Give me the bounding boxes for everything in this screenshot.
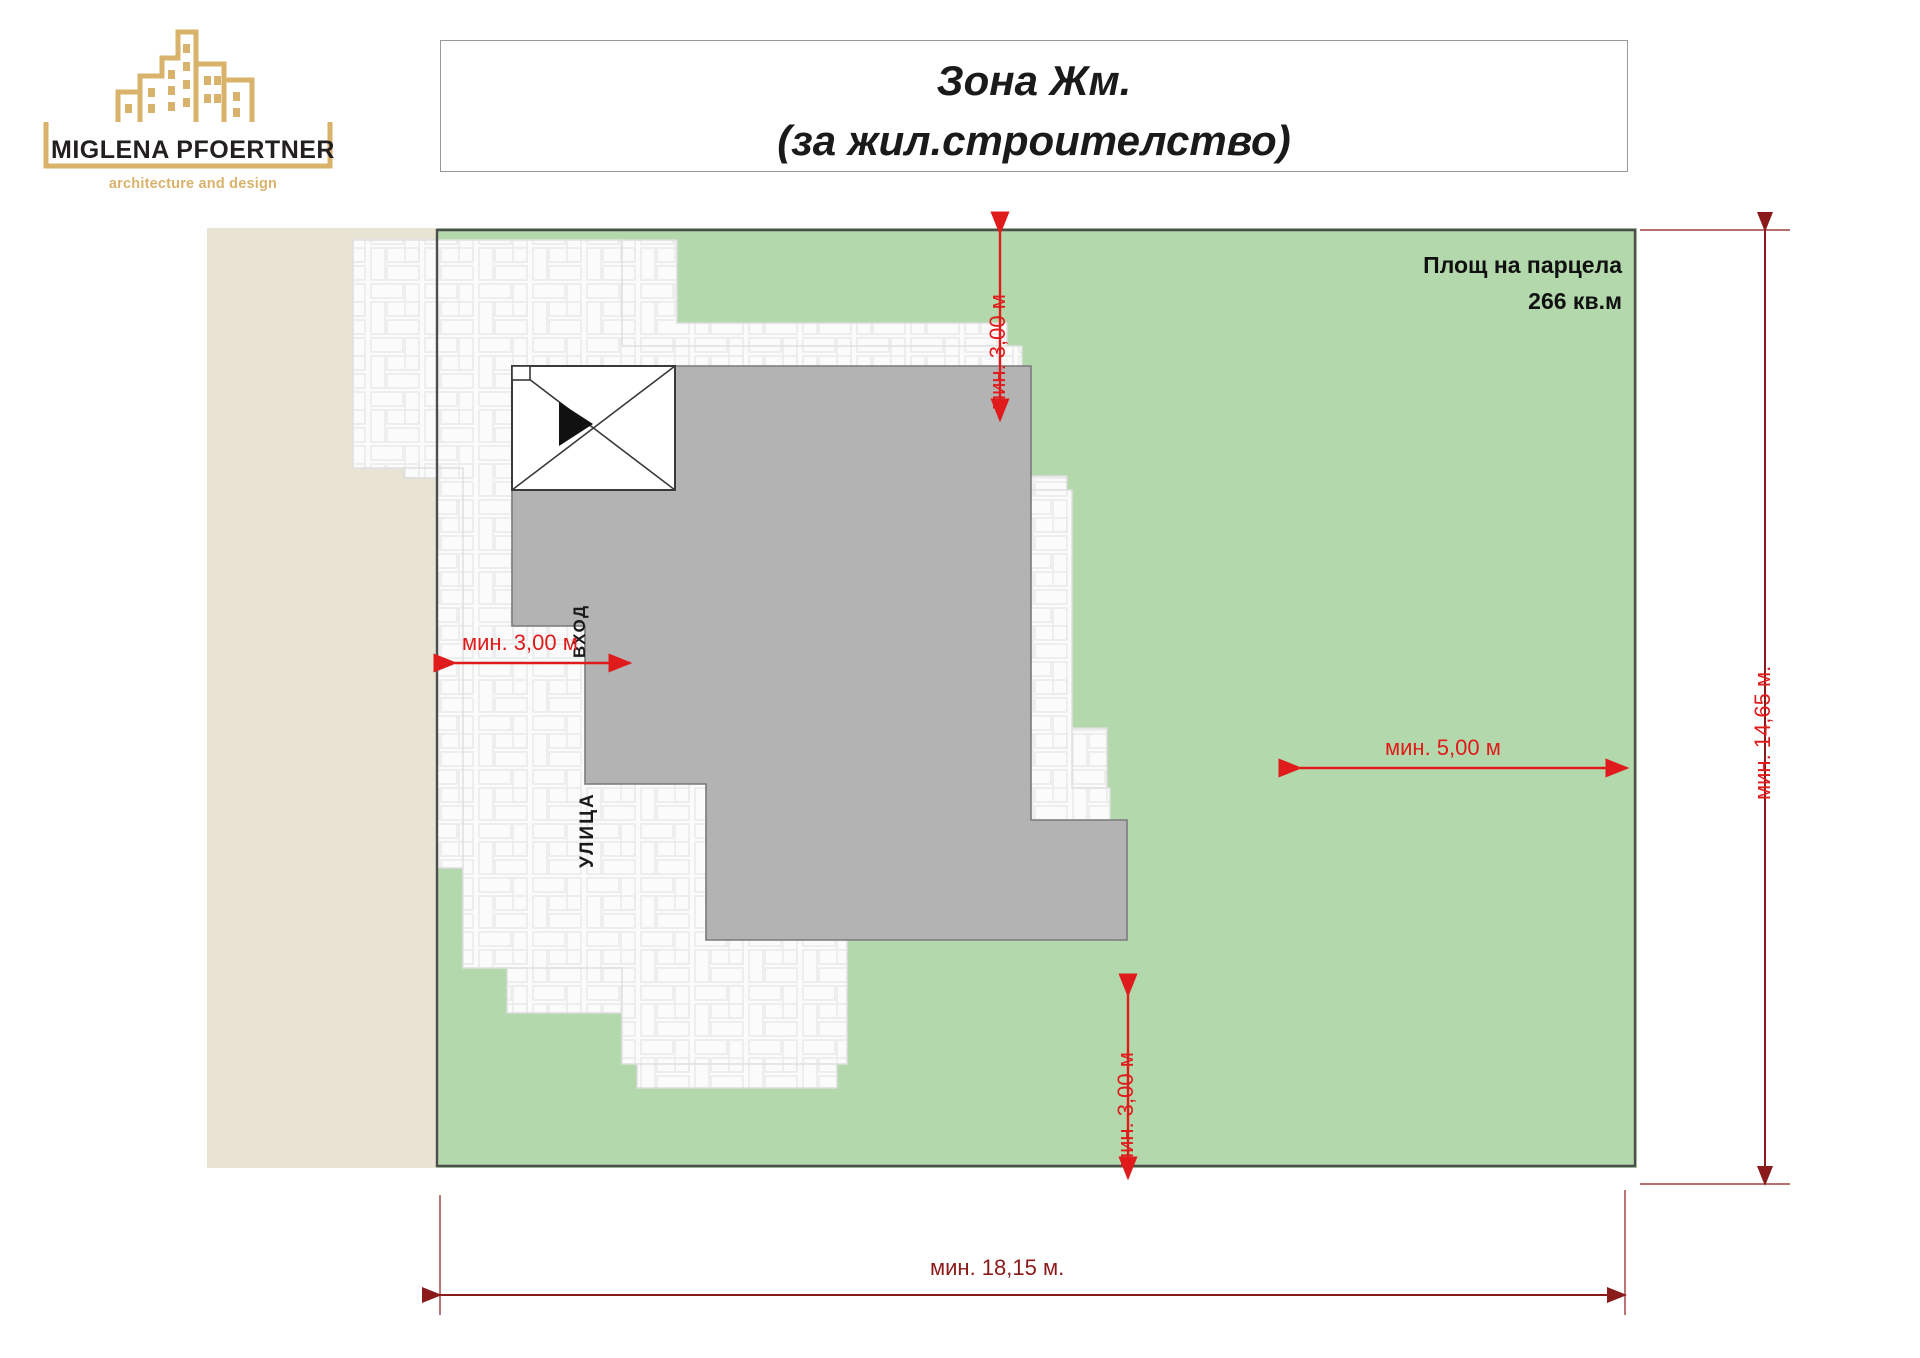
parcel-area-note: [1282, 248, 1622, 319]
title-box: [440, 40, 1628, 172]
dimension-label-parcel-width: мин. 18,15 м.: [930, 1255, 1065, 1280]
dimension-label-setback-right: мин. 5,00 м: [1385, 735, 1501, 760]
page-title-line-2: (за жил.строителство): [777, 117, 1291, 164]
street-label: УЛИЦА: [577, 792, 598, 868]
plan-geometry: [207, 228, 1637, 1188]
parcel-area-value: 266 кв.м: [1528, 287, 1622, 314]
page-title-line-1: Зона Жм.: [936, 57, 1132, 104]
logo-tagline: architecture and design: [108, 176, 278, 192]
logo-company-name: MIGLENA PFOERTNER: [51, 136, 335, 164]
dimension-label-setback-left: мин. 3,00 м: [462, 630, 578, 655]
parcel-area-label: Площ на парцела: [1423, 252, 1622, 278]
dimension-label-parcel-height: мин. 14,65 м.: [1750, 665, 1775, 800]
site-plan: [207, 228, 1637, 1188]
entrance-label: ВХОД: [570, 604, 589, 658]
dimension-label-setback-bottom: мин. 3,00 м: [1113, 1052, 1138, 1168]
dimension-label-setback-top: мин. 3,00 м: [985, 294, 1010, 410]
logo: [28, 18, 348, 192]
